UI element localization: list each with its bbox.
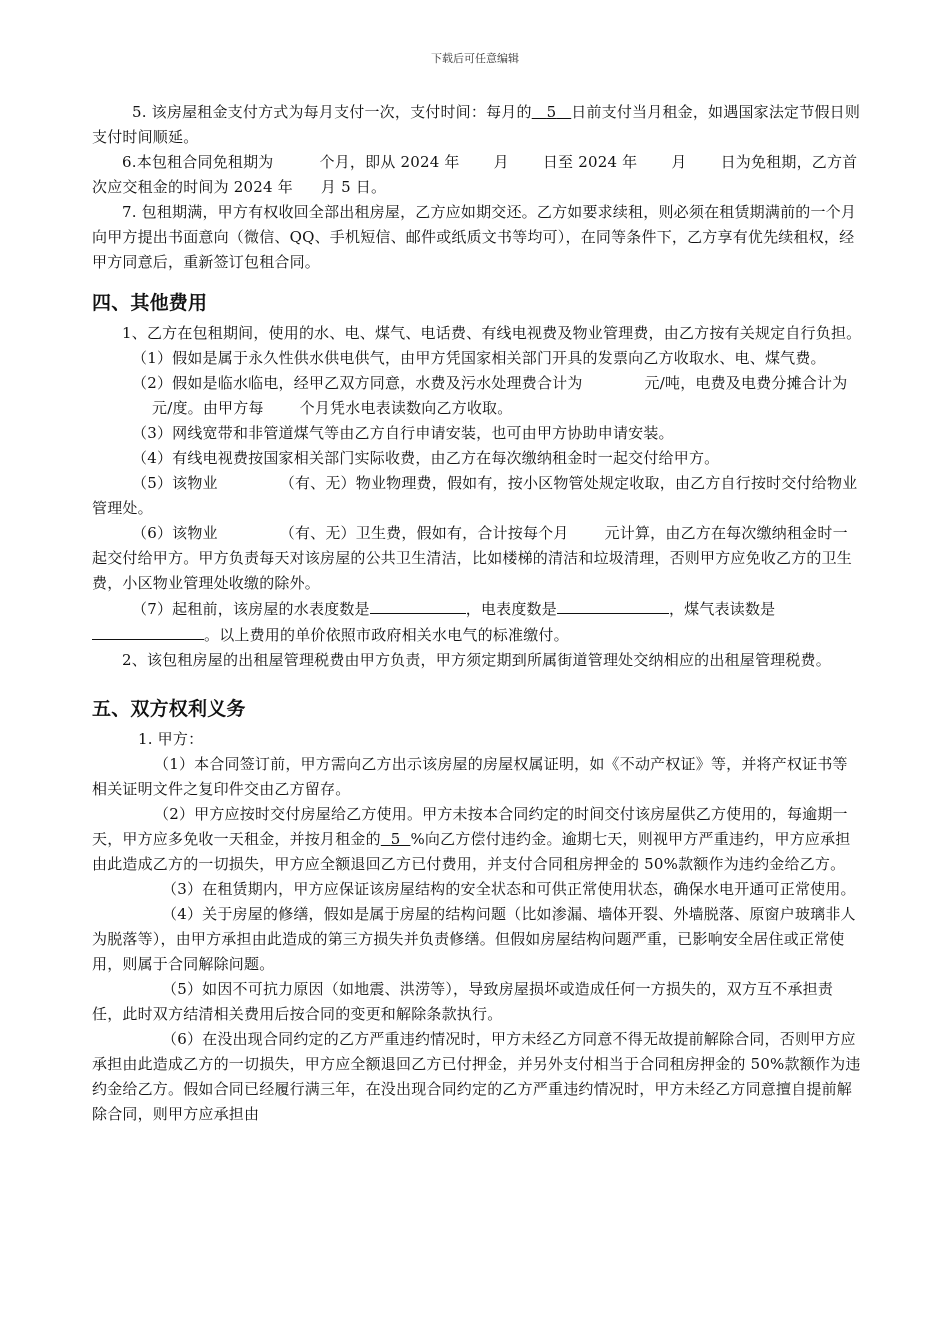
section-heading-5: 五、双方权利义务: [92, 698, 246, 720]
clause-5-1-3: （3）在租赁期内，甲方应保证该房屋结构的安全状态和可供正常使用状态，确保水电开通可正常使用。: [162, 880, 856, 898]
clause-text: ，煤气表读数是: [668, 600, 776, 618]
clause-text: （2）假如是临水临电，经甲乙双方同意，水费及污水处理费合计为: [132, 374, 583, 392]
clause-text: 元计算，由乙方在每次缴纳租金时一起交付给甲方。甲方负责每天对该房屋的公共卫生清洁，比如楼梯的清洁和垃圾清理，否则甲方应免收乙方的卫生费，小区物业管理处收缴的除外。: [92, 524, 853, 592]
clause-text: %向乙方偿付违约金。逾期七天，则视甲方严重违约，甲方应承担由此造成乙方的一切损失，甲方应全额退回乙方已付费用，并支付合同租房押金的 50%款额作为违约金给乙方。: [92, 830, 851, 873]
clause-text: 5. 该房屋租金支付方式为每月支付一次，支付时间：每月的: [132, 103, 532, 121]
document-body: [92, 100, 862, 1127]
clause-text: 日前支付当月租金，如遇国家法定节假日则支付时间顺延。: [92, 103, 861, 146]
penalty-pct-blank: [381, 830, 411, 848]
clause-text: 元/度。由甲方每: [152, 399, 264, 417]
clause-4-2: 2、该包租房屋的出租屋管理税费由甲方负责，甲方须定期到所属街道管理处交纳相应的出租屋管理税费。: [122, 651, 831, 669]
party-a-label: 1. 甲方：: [138, 730, 204, 748]
clause-4-1-6: [92, 521, 862, 596]
water-meter-blank: [370, 596, 466, 614]
clause-3-6: [92, 150, 862, 200]
clause-text: ，电表度数是: [465, 600, 557, 618]
clause-5-1-4: （4）关于房屋的修缮，假如是属于房屋的结构问题（比如渗漏、墙体开裂、外墙脱落、原窗户玻璃非人为脱落等），由甲方承担由此造成的第三方损失并负责修缮。但假如房屋结构问题严重，已影响安全居住或正常使用，则属于合同解除问题。: [92, 905, 856, 973]
clause-4-1-1: （1）假如是属于永久性供水供电供气，由甲方凭国家相关部门开具的发票向乙方收取水、电、煤气费。: [132, 349, 826, 367]
clause-text: （7）起租前，该房屋的水表度数是: [132, 600, 370, 618]
clause-text: 月 5 日。: [320, 178, 387, 196]
clause-text: 月: [671, 153, 687, 171]
clause-text: 个月，即从 2024 年: [319, 153, 460, 171]
clause-5-1-1: （1）本合同签订前，甲方需向乙方出示该房屋的房屋权属证明，如《不动产权证》等，并将产权证书等相关证明文件之复印件交由乙方留存。: [92, 755, 848, 798]
clause-text: （5）该物业: [132, 474, 218, 492]
clause-4-1: 1、乙方在包租期间，使用的水、电、煤气、电话费、有线电视费及物业管理费，由乙方按有关规定自行负担。: [122, 324, 862, 342]
clause-text: （有、无）物业物理费，假如有，按小区物管处规定收取，由乙方自行按时交付给物业管理处。: [92, 474, 858, 517]
clause-text: （有、无）卫生费，假如有，合计按每个月: [279, 524, 569, 542]
page-header: 下载后可任意编辑: [431, 52, 519, 65]
clause-text: 6.本包租合同免租期为: [122, 153, 274, 171]
section-heading-4: 四、其他费用: [92, 292, 208, 314]
clause-4-1-5: [92, 471, 862, 521]
clause-4-1-7: [92, 596, 862, 648]
clause-5-1-5: （5）如因不可抗力原因（如地震、洪涝等），导致房屋损坏或造成任何一方损失的，双方互不承担责任，此时双方结清相关费用后按合同的变更和解除条款执行。: [92, 980, 834, 1023]
electric-meter-blank: [557, 596, 669, 614]
clause-5-1-6: （6）在没出现合同约定的乙方严重违约情况时，甲方未经乙方同意不得无故提前解除合同，否则甲方应承担由此造成乙方的一切损失，甲方应全额退回乙方已付押金，并另外支付相当于合同租房押金的 50%款额作为违约金给乙方。假如合同已经履行满三年，在没出现合同约定的乙方严重违约情况时，甲方未经乙方同意擅自提前解除合同，则甲方应承担由: [92, 1030, 861, 1123]
clause-text: （2）甲方应按时交付房屋给乙方使用。甲方未按本合同约定的时间交付该房屋供乙方使用的，每逾期一天，甲方应多免收一天租金，并按月租金的: [92, 805, 848, 848]
clause-text: 日为免租期，乙方首次应交租金的时间为 2024 年: [92, 153, 858, 196]
clause-text: （6）该物业: [132, 524, 218, 542]
clause-text: 元/吨，电费及电费分摊合计为: [644, 374, 848, 392]
clause-3-7: 7. 包租期满，甲方有权收回全部出租房屋，乙方应如期交还。乙方如要求续租，则必须在租赁期满前的一个月向甲方提出书面意向（微信、QQ、手机短信、邮件或纸质文书等均可），在同等条件下，乙方享有优先续租权，经甲方同意后，重新签订包租合同。: [92, 203, 857, 271]
clause-text: 日至 2024 年: [542, 153, 638, 171]
clause-3-5: [92, 100, 862, 150]
clause-text: 个月凭水电表读数向乙方收取。: [299, 399, 513, 417]
clause-text: 。以上费用的单价依照市政府相关水电气的标准缴付。: [204, 626, 569, 644]
clause-4-1-2: [92, 371, 862, 421]
gas-meter-blank: [92, 622, 204, 640]
clause-4-1-3: （3）网线宽带和非管道煤气等由乙方自行申请安装，也可由甲方协助申请安装。: [132, 424, 674, 442]
penalty-pct-value: 5: [390, 830, 401, 848]
pay-day-blank: [532, 103, 572, 121]
clause-5-1-2: [92, 802, 862, 877]
pay-day-value: 5: [546, 103, 557, 121]
clause-4-1-4: （4）有线电视费按国家相关部门实际收费，由乙方在每次缴纳租金时一起交付给甲方。: [132, 449, 720, 467]
clause-text: 月: [493, 153, 509, 171]
